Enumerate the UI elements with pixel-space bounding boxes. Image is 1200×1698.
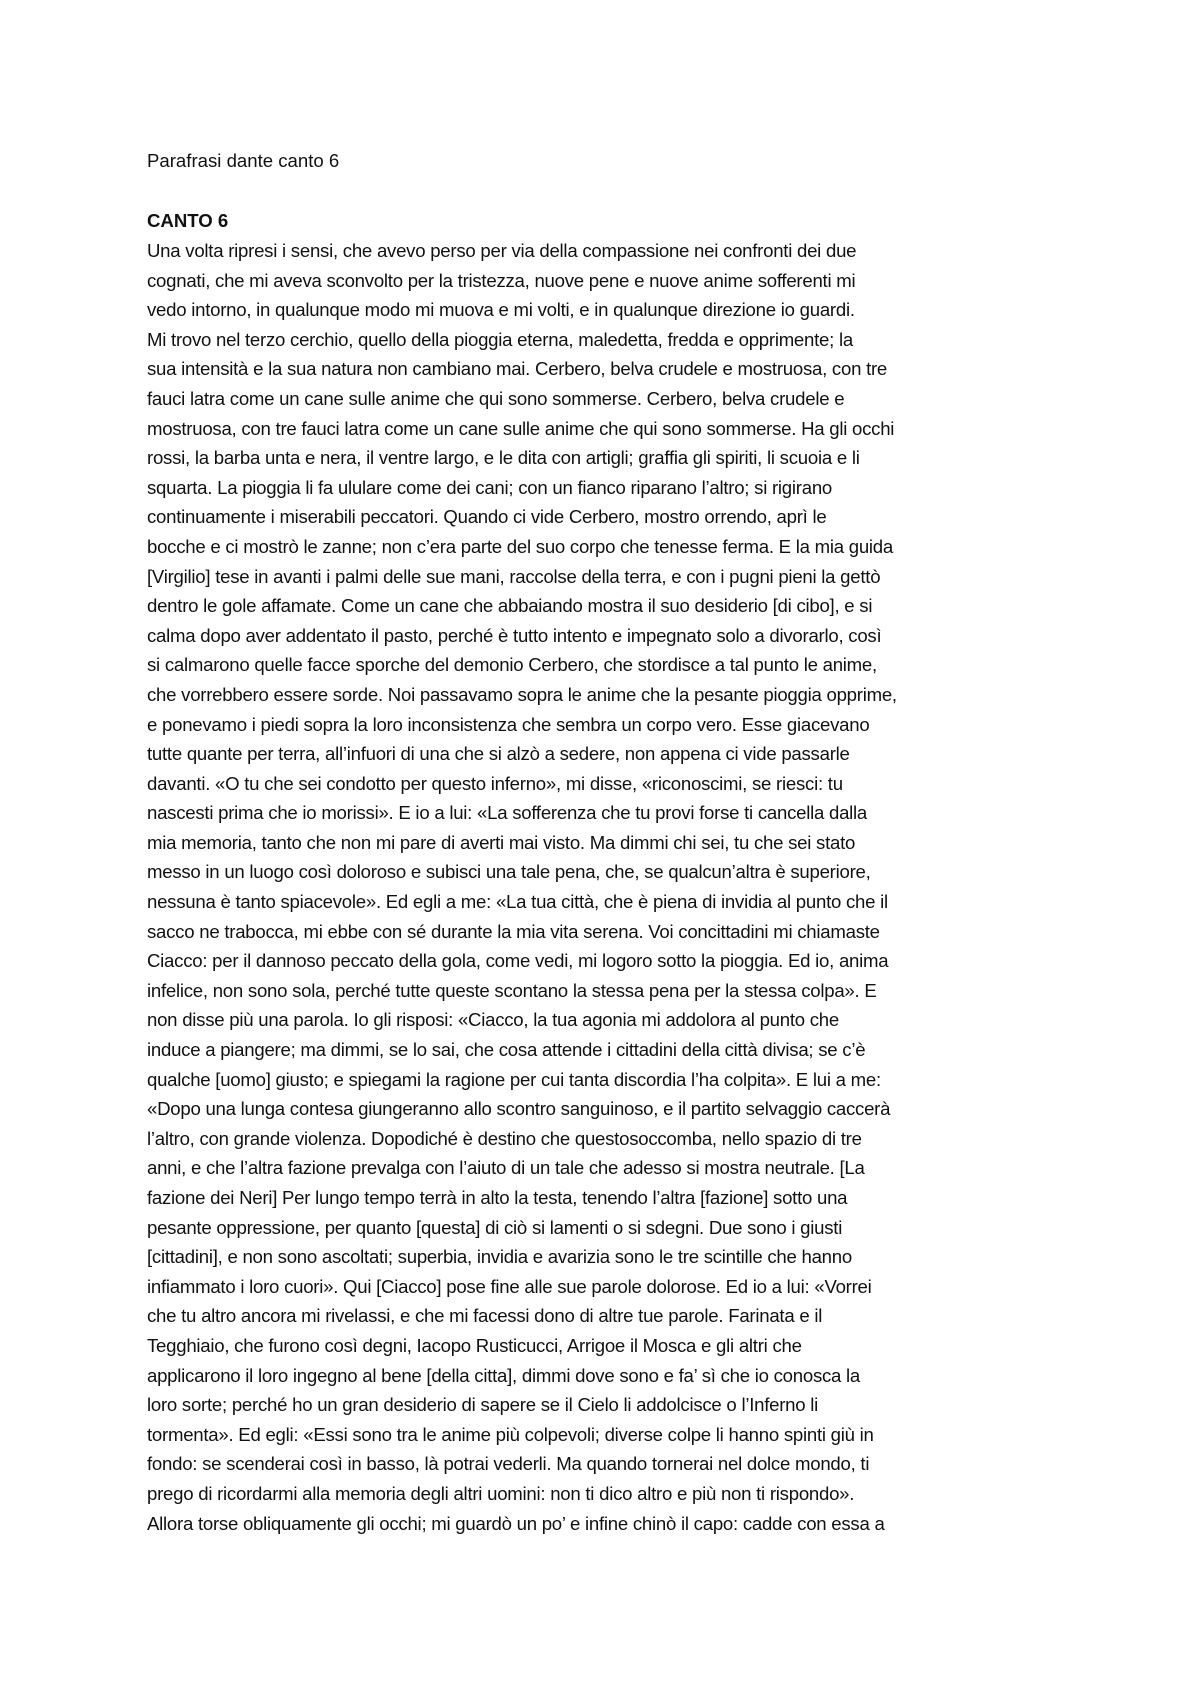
text-line: tutte quante per terra, all’infuori di una che si alzò a sedere, non appena ci vide passarle xyxy=(147,743,850,765)
document-title: Parafrasi dante canto 6 xyxy=(147,150,340,171)
text-line: che vorrebbero essere sorde. Noi passavamo sopra le anime che la pesante pioggia opprime, xyxy=(147,683,897,705)
text-line: anni, e che l’altra fazione prevalga con l’aiuto di un tale che adesso si mostra neutrale. [La xyxy=(147,1157,865,1179)
text-line: mia memoria, tanto che non mi pare di averti mai visto. Ma dimmi chi sei, tu che sei stato xyxy=(147,831,856,853)
text-line: dentro le gole affamate. Come un cane che abbaiando mostra il suo desiderio [di cibo], e si xyxy=(147,595,873,617)
text-line: continuamente i miserabili peccatori. Quando ci vide Cerbero, mostro orrendo, aprì le xyxy=(147,506,827,528)
text-line: sacco ne trabocca, mi ebbe con sé durante la mia vita serena. Voi concittadini mi chiamaste xyxy=(147,920,880,942)
text-line: davanti. «O tu che sei condotto per questo inferno», mi disse, «riconoscimi, se riesci: tu xyxy=(147,772,843,794)
canto-heading: CANTO 6 xyxy=(147,210,229,231)
text-line: loro sorte; perché ho un gran desiderio di sapere se il Cielo li addolcisce o l’Inferno li xyxy=(147,1394,819,1416)
paraphrase-text xyxy=(147,236,1077,1538)
blank-line xyxy=(147,176,1077,206)
text-line: e ponevamo i piedi sopra la loro inconsistenza che sembra un corpo vero. Esse giacevano xyxy=(147,713,870,735)
text-line: vedo intorno, in qualunque modo mi muova e mi volti, e in qualunque direzione io guardi. xyxy=(147,299,855,321)
text-line: fauci latra come un cane sulle anime che qui sono sommerse. Cerbero, belva crudele e xyxy=(147,387,845,409)
text-line: nascesti prima che io morissi». E io a lui: «La sofferenza che tu provi forse ti cancella dalla xyxy=(147,802,868,824)
text-line: [cittadini], e non sono ascoltati; superbia, invidia e avarizia sono le tre scintille che hanno xyxy=(147,1246,852,1268)
text-line: infiammato i loro cuori». Qui [Ciacco] pose fine alle sue parole dolorose. Ed io a lui: «Vorrei xyxy=(147,1275,872,1297)
document-body xyxy=(147,146,1077,1538)
text-line: Una volta ripresi i sensi, che avevo perso per via della compassione nei confronti dei due xyxy=(147,240,857,261)
text-line: applicarono il loro ingegno al bene [della citta], dimmi dove sono e fa’ sì che io conosca la xyxy=(147,1364,861,1386)
text-line: Ciacco: per il dannoso peccato della gola, come vedi, mi logoro sotto la pioggia. Ed io, anima xyxy=(147,950,889,972)
text-line: qualche [uomo] giusto; e spiegami la ragione per cui tanta discordia l’ha colpita». E lui a me: xyxy=(147,1068,881,1090)
text-line: squarta. La pioggia li fa ululare come dei cani; con un fianco riparano l’altro; si rigirano xyxy=(147,476,832,498)
text-line: pesante oppressione, per quanto [questa] di ciò si lamenti o si sdegni. Due sono i giusti xyxy=(147,1216,843,1238)
text-line: sua intensità e la sua natura non cambiano mai. Cerbero, belva crudele e mostruosa, con tre xyxy=(147,358,888,380)
text-line: rossi, la barba unta e nera, il ventre largo, e le dita con artigli; graffia gli spiriti, li scuoia e li xyxy=(147,447,860,469)
text-line: prego di ricordarmi alla memoria degli altri uomini: non ti dico altro e più non ti rispondo». xyxy=(147,1482,855,1504)
text-line: mostruosa, con tre fauci latra come un cane sulle anime che qui sono sommerse. Ha gli occhi xyxy=(147,417,895,439)
text-line: Tegghiaio, che furono così degni, Iacopo Rusticucci, Arrigoe il Mosca e gli altri che xyxy=(147,1334,802,1356)
text-line: Allora torse obliquamente gli occhi; mi guardò un po’ e infine chinò il capo: cadde con essa a xyxy=(147,1512,885,1534)
text-line: infelice, non sono sola, perché tutte queste scontano la stessa pena per la stessa colpa». E xyxy=(147,979,877,1001)
text-line: Mi trovo nel terzo cerchio, quello della pioggia eterna, maledetta, fredda e opprimente; la xyxy=(147,328,853,350)
text-line: bocche e ci mostrò le zanne; non c’era parte del suo corpo che tenesse ferma. E la mia guida xyxy=(147,535,893,557)
text-line: tormenta». Ed egli: «Essi sono tra le anime più colpevoli; diverse colpe li hanno spinti giù in xyxy=(147,1423,874,1445)
text-line: nessuna è tanto spiacevole». Ed egli a me: «La tua città, che è piena di invidia al punto che il xyxy=(147,891,888,913)
text-line: messo in un luogo così doloroso e subisci una tale pena, che, se qualcun’altra è superiore, xyxy=(147,861,871,883)
text-line: induce a piangere; ma dimmi, se lo sai, che cosa attende i cittadini della città divisa; se c’è xyxy=(147,1039,866,1061)
text-line: fazione dei Neri] Per lungo tempo terrà in alto la testa, tenendo l’altra [fazione] sotto una xyxy=(147,1187,848,1208)
text-line: fondo: se scenderai così in basso, là potrai vederli. Ma quando tornerai nel dolce mondo, ti xyxy=(147,1453,870,1475)
text-line: calma dopo aver addentato il pasto, perché è tutto intento e impegnato solo a divorarlo, così xyxy=(147,624,882,646)
text-line: cognati, che mi aveva sconvolto per la tristezza, nuove pene e nuove anime sofferenti mi xyxy=(147,269,856,291)
text-line: «Dopo una lunga contesa giungeranno allo scontro sanguinoso, e il partito selvaggio caccerà xyxy=(147,1098,891,1120)
text-line: l’altro, con grande violenza. Dopodiché è destino che questosoccomba, nello spazio di tre xyxy=(147,1127,862,1149)
text-line: non disse più una parola. Io gli risposi: «Ciacco, la tua agonia mi addolora al punto che xyxy=(147,1009,839,1031)
text-line: che tu altro ancora mi rivelassi, e che mi facessi dono di altre tue parole. Farinata e il xyxy=(147,1305,823,1327)
text-line: si calmarono quelle facce sporche del demonio Cerbero, che stordisce a tal punto le anime, xyxy=(147,654,877,676)
text-line: [Virgilio] tese in avanti i palmi delle sue mani, raccolse della terra, e con i pugni pieni la gettò xyxy=(147,565,881,587)
